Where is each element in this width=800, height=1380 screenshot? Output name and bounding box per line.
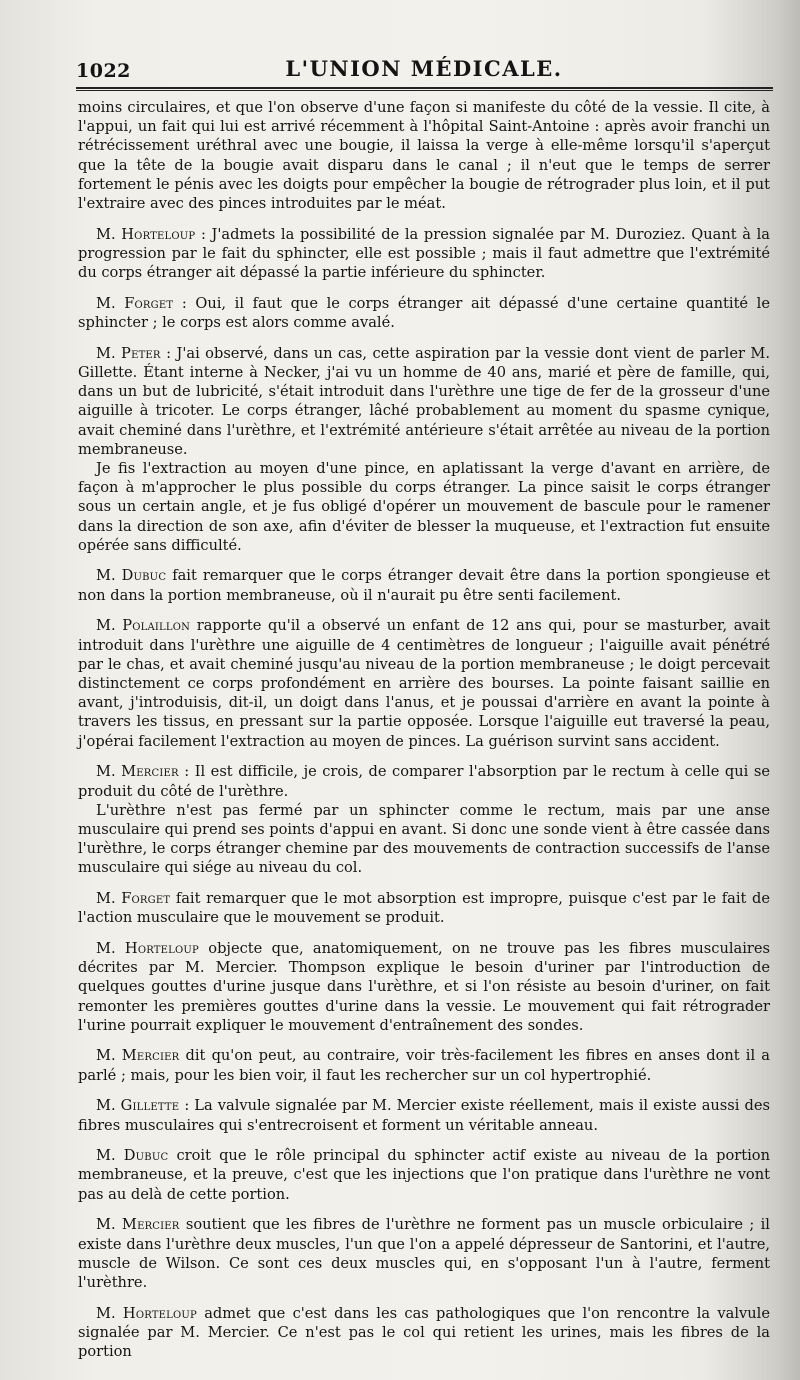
paragraph-text: fait remarquer que le corps étranger devait être dans la portion spongieuse et non dans la portion membraneuse, où il n'aurait pu être senti facilement. xyxy=(78,567,770,604)
speaker-prefix: M. xyxy=(96,763,122,781)
body-text xyxy=(78,98,770,1373)
paragraph-text: L'urèthre n'est pas fermé par un sphincter comme le rectum, mais par une anse musculaire qui prend ses points d'appui en avant. Si donc une sonde vient à être cassée dans l'urèthre, le corps étranger chemine par des mouvements de contraction successifs de l'anse musculaire qui siége au niveau du col. xyxy=(78,801,770,877)
speaker-name: Mercier xyxy=(121,763,179,781)
page-number: 1022 xyxy=(76,60,131,82)
speaker-name: Dubuc xyxy=(121,567,167,585)
speaker-name: Forget xyxy=(124,294,174,312)
running-title: L'UNION MÉDICALE. xyxy=(285,56,563,81)
speaker-name: Gillette xyxy=(120,1097,180,1115)
paragraph-text: : J'ai observé, dans un cas, cette aspiration par la vessie dont vient de parler M. Gillette. Étant interne à Necker, j'ai vu un homme de 40 ans, marié et père de famille, qui, dans un but de lubricité, s'était introduit dans l'urèthre une tige de fer de la grosseur d'une aiguille à tricoter. Le corps étranger, lâché probablement au moment du spasme cynique, avait cheminé dans l'urèthre, et l'extrémité antérieure s'était arrêtée au niveau de la portion membraneuse. xyxy=(78,344,770,458)
paragraph xyxy=(78,1096,770,1134)
paragraph xyxy=(78,1046,770,1084)
paragraph-text: croit que le rôle principal du sphincter actif existe au niveau de la portion membraneuse, et la preuve, c'est que les injections que l'on pratique dans l'urèthre ne vont pas au delà de cette portion. xyxy=(78,1147,770,1203)
speaker-prefix: M. xyxy=(96,1304,123,1322)
page-header xyxy=(76,56,772,84)
paragraph-text: Je fis l'extraction au moyen d'une pince, en aplatissant la verge d'avant en arrière, de façon à m'approcher le plus possible du corps étranger. La pince saisit le corps étranger sous un certain angle, et je fus obligé d'opérer un mouvement de bascule pour le ramener dans la direction de son axe, afin d'éviter de blesser la muqueuse, et l'extraction fut ensuite opérée sans difficulté. xyxy=(78,459,770,554)
speaker-prefix: M. xyxy=(96,1097,121,1115)
speaker-name: Horteloup xyxy=(124,939,199,957)
paragraph xyxy=(78,1304,770,1362)
paragraph xyxy=(78,294,770,332)
speaker-name: Mercier xyxy=(121,1216,180,1234)
speaker-prefix: M. xyxy=(96,617,123,635)
paragraph-text: dit qu'on peut, au contraire, voir très-facilement les fibres en anses dont il a parlé ; mais, pour les bien voir, il faut les rechercher sur un col hypertrophié. xyxy=(78,1047,770,1084)
paragraph xyxy=(78,1215,770,1292)
paragraph xyxy=(78,616,770,750)
speaker-name: Horteloup xyxy=(121,225,196,243)
paragraph xyxy=(78,459,770,555)
speaker-prefix: M. xyxy=(96,939,125,957)
speaker-prefix: M. xyxy=(96,1216,122,1234)
paragraph xyxy=(78,939,770,1035)
paragraph-text: fait remarquer que le mot absorption est impropre, puisque c'est par le fait de l'action musculaire que le mouvement se produit. xyxy=(78,890,770,927)
paragraph-text: rapporte qu'il a observé un enfant de 12 ans qui, pour se masturber, avait introduit dans l'urèthre une aiguille de 4 centimètres de longueur ; l'aiguille avait pénétré par le chas, et avait cheminé jusqu'au niveau de la portion membraneuse ; le doigt percevait distinctement ce corps profondément en arrière des bourses. La pointe faisant saillie en avant, j'introduisis, dit-il, un doigt dans l'anus, et je poussai d'arrière en avant la pointe à travers les tissus, en pressant sur la partie opposée. Lorsque l'aiguille eut traversé la peau, j'opérai facilement l'extraction au moyen de pinces. La guérison survint sans accident. xyxy=(78,617,770,750)
speaker-prefix: M. xyxy=(96,344,122,362)
paragraph-text: soutient que les fibres de l'urèthre ne forment pas un muscle orbiculaire ; il existe dans l'urèthre deux muscles, l'un que l'on a appelé dépresseur de Santorini, et l'autre, muscle de Wilson. Ce sont ces deux muscles qui, en s'opposant l'un à l'autre, ferment l'urèthre. xyxy=(78,1216,770,1291)
speaker-prefix: M. xyxy=(96,890,122,908)
paragraph xyxy=(78,801,770,878)
paragraph xyxy=(78,98,770,213)
paragraph xyxy=(78,762,770,800)
speaker-prefix: M. xyxy=(96,567,122,585)
speaker-name: Mercier xyxy=(121,1047,180,1065)
paragraph-text: admet que c'est dans les cas pathologiques que l'on rencontre la valvule signalée par M. Mercier. Ce n'est pas le col qui retient les urines, mais les fibres de la portion xyxy=(78,1304,770,1361)
paragraph-text: : J'admets la possibilité de la pression signalée par M. Duroziez. Quant à la progression par le fait du sphincter, elle est possible ; mais il faut admettre que l'extrémité du corps étranger ait dépassé la partie inférieure du sphincter. xyxy=(78,225,770,282)
paragraph xyxy=(78,1146,770,1204)
speaker-prefix: M. xyxy=(96,1047,122,1065)
paragraph-text: : La valvule signalée par M. Mercier existe réellement, mais il existe aussi des fibres musculaires qui s'entrecroisent et forment un véritable anneau. xyxy=(78,1097,770,1134)
paragraph xyxy=(78,344,770,459)
header-rule xyxy=(76,87,773,91)
speaker-name: Dubuc xyxy=(123,1147,169,1165)
paragraph-text: moins circulaires, et que l'on observe d'une façon si manifeste du côté de la vessie. Il cite, à l'appui, un fait qui lui est arrivé récemment à l'hôpital Saint-Antoine : après avoir franchi un rétrécissement uréthral avec une bougie, il laissa la verge à elle-même lorsqu'il s'aperçut que la tête de la bougie avait disparu dans le canal ; il n'eut que le temps de serrer fortement le pénis avec les doigts pour empêcher la bougie de rétrograder plus loin, et il put l'extraire avec des pinces introduites par le méat. xyxy=(78,99,770,213)
speaker-prefix: M. xyxy=(96,1147,124,1165)
paragraph-text: : Il est difficile, je crois, de comparer l'absorption par le rectum à celle qui se produit du côté de l'urèthre. xyxy=(78,763,770,800)
paragraph xyxy=(78,889,770,927)
speaker-name: Peter xyxy=(121,344,161,362)
speaker-name: Horteloup xyxy=(122,1304,197,1322)
paragraph-text: : Oui, il faut que le corps étranger ait dépassé d'une certaine quantité le sphincter ; le corps est alors comme avalé. xyxy=(78,294,770,332)
speaker-prefix: M. xyxy=(96,225,122,243)
speaker-name: Forget xyxy=(121,890,171,908)
speaker-prefix: M. xyxy=(96,294,125,312)
paragraph xyxy=(78,225,770,283)
speaker-name: Polaillon xyxy=(122,617,191,635)
paragraph xyxy=(78,566,770,604)
paragraph-text: objecte que, anatomiquement, on ne trouve pas les fibres musculaires décrites par M. Mercier. Thompson explique le besoin d'uriner par l'introduction de quelques gouttes d'urine jusque dans l'urèthre, et si l'on résiste au besoin d'uriner, on fait remonter les premières gouttes d'urine dans la vessie. Le mouvement qui fait rétrograder l'urine pourrait expliquer le mouvement d'entraînement des sondes. xyxy=(78,939,770,1034)
